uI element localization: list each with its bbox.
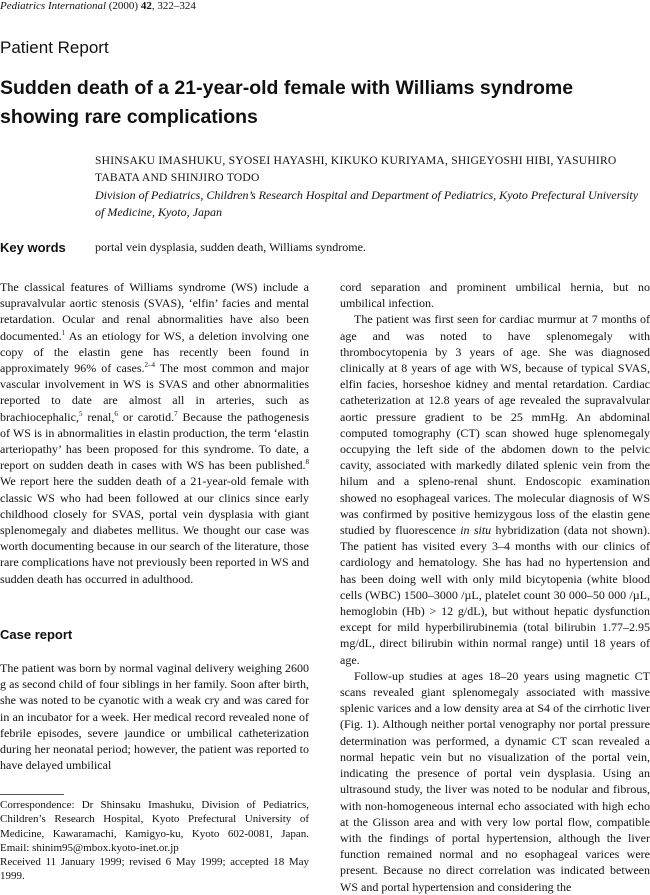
citation-ref: 6 xyxy=(114,409,118,418)
paragraph-followup: Follow-up studies at ages 18–20 years using magnetic CT scans revealed giant splenomegaly associated with massive splenic varices and a low density area at S4 of the cirrhotic liver (Fig. 1). Although neither portal venography nor portal pressure determination was performed, a dynamic CT scan revealed a normal hepatic vein but no visualization of the portal vein, indicating the presence of portal vein dysplasia. Using an ultrasound study, the liver was noted to be nodular and fibrous, with non-homogeneous internal echo associated with high echo at the Glisson area and with very low portal flow, compatible with the findings of portal hypertension, although the liver function remained normal and no esophageal varices were present. Because no direct correlation was indicated between WS and portal hypertension and considering the xyxy=(340,668,650,894)
journal-year: (2000) xyxy=(108,0,139,12)
author-list: SHINSAKU IMASHUKU, SYOSEI HAYASHI, KIKUKO KURIYAMA, SHIGEYOSHI HIBI, YASUHIRO TABATA AND SHINJIRO TODO xyxy=(95,154,617,184)
received-dates: Received 11 January 1999; revised 6 May 1999; accepted 18 May 1999. xyxy=(0,856,309,883)
paragraph-history: The patient was first seen for cardiac murmur at 7 months of age and was noted to have splenomegaly with thrombocytopenia by 3 years of age. She was diagnosed clinically at 8 years of age with WS, because of typical SVAS, elfin facies, horseshoe kidney and mental retardation. Cardiac catheterization at 12.8 years of age revealed the supravalvular aortic pressure gradient to be 25 mmHg. An abdominal computed tomography (CT) scan showed huge splenomegaly occupying the left side of the abdomen down to the pelvic cavity, associated with markedly dilated splenic vein from the hilum and a spleno-renal shunt. Endoscopic examination showed no esophageal varices. The molecular diagnosis of WS was confirmed by positive hemizygous loss of the elastin gene studied by fluorescence in situ hybridization (data not shown). The patient has visited every 3–4 months with our clinics of cardiology and hematology. She has had no hypertension and has been doing well with only mild bicytopenia (white blood cells (WBC) 1500–3000 /µL, platelet count 30 000–50 000 /µL, hemoglobin (Hb) > 12 g/dL), but without hepatic dysfunction except for mild hyperbilirubinemia (total bilirubin 1.77–2.95 mg/dL, direct bilirubin within normal range) until 18 years of age. xyxy=(340,312,650,667)
case-report-heading: Case report xyxy=(0,627,73,642)
citation-ref: 8 xyxy=(305,458,309,467)
paragraph-umbilical: cord separation and prominent umbilical hernia, but no umbilical infection. xyxy=(340,280,650,311)
correspondence-address: Correspondence: Dr Shinsaku Imashuku, Division of Pediatrics, Children’s Research Hospital, Kyoto Prefectural University of Medicine, Kawaramachi, Kamigyo-ku, Kyoto 602-0081, Japan. Email: shinim95@mbox.kyoto-inet.or.jp xyxy=(0,799,309,854)
right-column xyxy=(340,279,650,895)
correspondence-note xyxy=(0,798,309,884)
intro-paragraph: The classical features of Williams syndrome (WS) include a supravalvular aortic stenosis (SVAS), ‘elfin’ facies and mental retardation. Ocular and renal abnormalities have also been documented.$^1$ As an etiology for WS, a deletion involving one copy of the elastin gene has recently been found in approximately 96% of cases.$^{2-4}$ The most common and major vascular involvement in WS is SVAS and other abnormalities reported to date are almost all in arteries, such as brachiocephalic,$^5$ renal,$^6$ or carotid.$^7$ Because the pathogenesis of WS is in abnormalities in elastin production, the term ‘elastin arteriopathy’ has been proposed for this syndrome. To date, a report on sudden death in cases with WS has been published.$^8$ We report here the sudden death of a 21-year-old female with classic WS who had been followed at our clinics since early childhood closely for SVAS, portal vein dysplasia with giant splenomegaly and diabetes mellitus. We thought our case was worth documenting because in our search of the literature, those rare complications have not previously been reported in WS and sudden death has occurred in adulthood. xyxy=(0,280,310,586)
journal-header xyxy=(0,0,196,12)
journal-name: Pediatrics International xyxy=(0,0,107,12)
footnote-divider xyxy=(0,794,64,795)
section-type: Patient Report xyxy=(0,38,109,57)
citation-ref: 2–4 xyxy=(144,361,156,370)
article-title: Sudden death of a 21-year-old female with Williams syndrome showing rare complications xyxy=(0,77,574,128)
case-report-paragraph: The patient was born by normal vaginal delivery weighing 2600 g as second child of four siblings in her family. Soon after birth, she was noted to be cyanotic with a weak cry and was cared for in an incubator for a week. Her medical record revealed none of febrile episodes, severe jaundice or umbilical catheterization during her neonatal period; however, the patient was reported to have delayed umbilical xyxy=(0,661,309,773)
keywords-label: Key words xyxy=(0,240,66,255)
citation-ref: 5 xyxy=(78,409,83,418)
citation-ref: 7 xyxy=(174,409,178,418)
journal-pages: , 322–324 xyxy=(151,0,196,12)
keywords-text: portal vein dysplasia, sudden death, Williams syndrome. xyxy=(95,240,366,254)
citation-ref: 1 xyxy=(61,328,66,337)
affiliation: Division of Pediatrics, Children’s Research Hospital and Department of Pediatrics, Kyoto Prefectural University of Medicine, Kyoto, Japan xyxy=(95,188,639,219)
journal-volume: 42 xyxy=(140,0,152,12)
